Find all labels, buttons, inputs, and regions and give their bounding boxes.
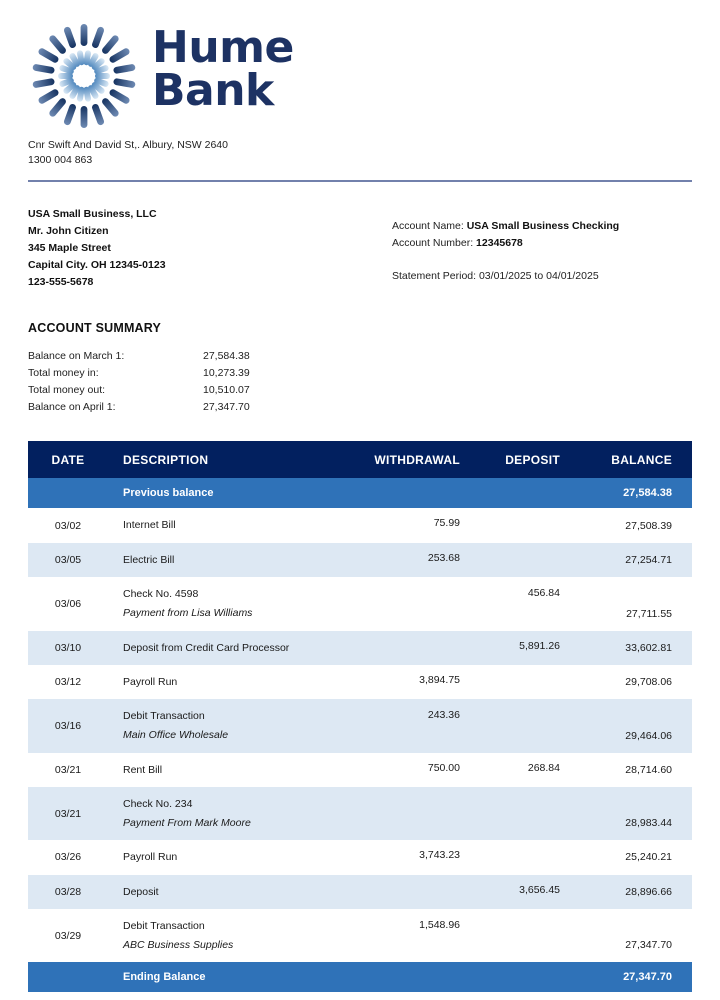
previous-balance-date xyxy=(28,478,108,508)
transaction-description xyxy=(108,543,358,577)
brand-name-line1: Hume xyxy=(152,22,294,73)
transactions-header-row xyxy=(28,441,692,478)
summary-row xyxy=(28,347,323,364)
transaction-description-main: Rent Bill xyxy=(123,763,163,776)
table-row xyxy=(28,840,692,874)
transaction-description xyxy=(108,508,358,542)
account-name-value: USA Small Business Checking xyxy=(466,220,620,233)
transactions-table xyxy=(28,441,692,992)
transaction-withdrawal xyxy=(358,577,480,631)
transaction-withdrawal: 750.00 xyxy=(427,761,460,774)
transactions-header xyxy=(28,441,692,478)
transaction-deposit xyxy=(480,543,580,577)
transaction-withdrawal xyxy=(358,875,480,909)
transaction-withdrawal: 3,894.75 xyxy=(419,673,460,686)
table-row xyxy=(28,753,692,787)
table-row xyxy=(28,665,692,699)
transaction-description xyxy=(108,577,358,631)
table-row xyxy=(28,508,692,542)
table-row xyxy=(28,543,692,577)
transaction-balance: 29,464.06 xyxy=(580,699,692,753)
transaction-description-sub: Payment from Lisa Williams xyxy=(123,607,253,620)
transaction-balance: 28,983.44 xyxy=(580,787,692,841)
transaction-description-main: Deposit from Credit Card Processor xyxy=(123,641,290,654)
transaction-date: 03/10 xyxy=(28,631,108,665)
transaction-description xyxy=(108,665,358,699)
letterhead xyxy=(28,0,692,132)
transaction-balance: 28,896.66 xyxy=(580,875,692,909)
statement-meta xyxy=(28,206,692,291)
transaction-balance: 27,254.71 xyxy=(580,543,692,577)
transaction-balance: 33,602.81 xyxy=(580,631,692,665)
transaction-date: 03/29 xyxy=(54,929,82,942)
ending-balance-date xyxy=(28,962,108,992)
transaction-deposit: 5,891.26 xyxy=(480,631,580,665)
transaction-deposit xyxy=(480,840,580,874)
summary-label: Balance on March 1: xyxy=(28,349,125,362)
statement-period-value: 03/01/2025 to 04/01/2025 xyxy=(478,270,599,283)
table-row xyxy=(28,909,692,963)
transaction-withdrawal xyxy=(358,631,480,665)
summary-row xyxy=(28,364,323,381)
transaction-balance: 27,508.39 xyxy=(625,519,672,532)
summary-label: Total money out: xyxy=(28,383,106,396)
transactions-footer xyxy=(28,962,692,992)
transaction-description-main: Internet Bill xyxy=(123,519,176,532)
column-header-withdrawal: WITHDRAWAL xyxy=(358,441,480,478)
transaction-description xyxy=(108,753,358,787)
transaction-balance: 27,347.70 xyxy=(625,939,672,952)
account-info-block xyxy=(392,218,692,284)
column-header-description: DESCRIPTION xyxy=(108,441,358,478)
transaction-withdrawal: 243.36 xyxy=(358,699,480,753)
transaction-date: 03/21 xyxy=(54,763,82,776)
transaction-deposit xyxy=(480,665,580,699)
account-summary-table xyxy=(28,347,323,415)
summary-value: 10,510.07 xyxy=(203,383,250,396)
column-header-date: DATE xyxy=(28,441,108,478)
transaction-withdrawal: 75.99 xyxy=(433,517,460,530)
table-row xyxy=(28,787,692,841)
transaction-balance: 25,240.21 xyxy=(625,851,672,864)
transaction-description-main: Payroll Run xyxy=(123,851,178,864)
transaction-date: 03/26 xyxy=(54,851,82,864)
customer-line2: Mr. John Citizen xyxy=(28,225,109,238)
previous-balance-row xyxy=(28,478,692,508)
transaction-deposit xyxy=(480,787,580,841)
transaction-description xyxy=(108,787,358,841)
transaction-date: 03/06 xyxy=(54,597,82,610)
transactions-body xyxy=(28,478,692,962)
transaction-description xyxy=(108,909,358,963)
summary-value: 27,347.70 xyxy=(203,400,250,413)
summary-row xyxy=(28,398,323,415)
table-row xyxy=(28,577,692,631)
transaction-description xyxy=(108,875,358,909)
transaction-description-main: Deposit xyxy=(123,885,159,898)
transaction-withdrawal xyxy=(358,787,480,841)
transaction-date: 03/21 xyxy=(28,787,108,841)
transaction-withdrawal: 3,743.23 xyxy=(419,849,460,862)
transaction-description-main: Payroll Run xyxy=(123,675,178,688)
transaction-description-sub: Payment From Mark Moore xyxy=(123,817,251,830)
table-row xyxy=(28,631,692,665)
ending-balance-row xyxy=(28,962,692,992)
transaction-description-main: Debit Transaction xyxy=(123,710,205,723)
bank-address-line1: Cnr Swift And David St,. Albury, NSW 2640 xyxy=(28,139,228,151)
column-header-balance: BALANCE xyxy=(580,441,692,478)
radial-burst-icon xyxy=(28,20,140,132)
brand-wordmark xyxy=(152,20,294,117)
account-name-label: Account Name: xyxy=(392,220,464,233)
summary-value: 10,273.39 xyxy=(203,366,250,379)
account-number-row xyxy=(392,235,692,252)
transaction-description-main: Check No. 4598 xyxy=(123,587,199,600)
account-number-label: Account Number: xyxy=(392,237,474,250)
previous-balance-amount: 27,584.38 xyxy=(580,478,692,508)
column-header-deposit: DEPOSIT xyxy=(480,441,580,478)
summary-label: Balance on April 1: xyxy=(28,400,116,413)
account-name-row xyxy=(392,218,692,235)
ending-balance-label: Ending Balance xyxy=(108,962,358,992)
statement-period-label: Statement Period: xyxy=(392,270,477,283)
customer-address-block xyxy=(28,206,166,291)
customer-line5: 123-555-5678 xyxy=(28,276,94,289)
customer-line1: USA Small Business, LLC xyxy=(28,208,157,221)
transaction-deposit xyxy=(480,699,580,753)
transaction-date: 03/28 xyxy=(28,875,108,909)
account-summary-body xyxy=(28,347,323,415)
previous-balance-deposit xyxy=(480,478,580,508)
summary-label: Total money in: xyxy=(28,366,99,379)
customer-line4: Capital City. OH 12345-0123 xyxy=(28,259,166,272)
transaction-date: 03/02 xyxy=(54,519,82,532)
bank-address xyxy=(28,138,692,168)
previous-balance-withdrawal xyxy=(358,478,480,508)
transaction-date: 03/05 xyxy=(28,543,108,577)
transaction-date: 03/16 xyxy=(28,699,108,753)
transaction-balance: 28,714.60 xyxy=(625,763,672,776)
brand-name-line2: Bank xyxy=(152,65,274,117)
transaction-description-main: Check No. 234 xyxy=(123,797,193,810)
summary-value: 27,584.38 xyxy=(203,349,250,362)
transaction-description-main: Debit Transaction xyxy=(123,919,205,932)
transaction-description xyxy=(108,631,358,665)
statement-period-row xyxy=(392,268,692,285)
transaction-deposit: 456.84 xyxy=(527,586,560,599)
account-number-value: 12345678 xyxy=(476,237,523,250)
transaction-deposit xyxy=(480,508,580,542)
transaction-description-sub: ABC Business Supplies xyxy=(123,939,234,952)
header-divider xyxy=(28,180,692,182)
transaction-withdrawal: 253.68 xyxy=(358,543,480,577)
summary-row xyxy=(28,381,323,398)
transaction-description xyxy=(108,840,358,874)
transaction-description-sub: Main Office Wholesale xyxy=(123,729,229,742)
transaction-withdrawal: 1,548.96 xyxy=(419,918,460,931)
ending-balance-deposit xyxy=(480,962,580,992)
transaction-deposit xyxy=(480,909,580,963)
transaction-deposit: 268.84 xyxy=(527,761,560,774)
ending-balance-withdrawal xyxy=(358,962,480,992)
transaction-date: 03/12 xyxy=(54,675,82,688)
table-row xyxy=(28,699,692,753)
ending-balance-amount: 27,347.70 xyxy=(580,962,692,992)
previous-balance-label: Previous balance xyxy=(108,478,358,508)
table-row xyxy=(28,875,692,909)
transaction-balance: 29,708.06 xyxy=(625,675,672,688)
customer-line3: 345 Maple Street xyxy=(28,242,111,255)
transaction-description xyxy=(108,699,358,753)
transaction-description-main: Electric Bill xyxy=(123,553,175,566)
bank-address-line2: 1300 004 863 xyxy=(28,154,93,167)
transaction-deposit: 3,656.45 xyxy=(480,875,580,909)
transaction-balance: 27,711.55 xyxy=(626,607,672,620)
account-summary-title: ACCOUNT SUMMARY xyxy=(28,321,162,336)
